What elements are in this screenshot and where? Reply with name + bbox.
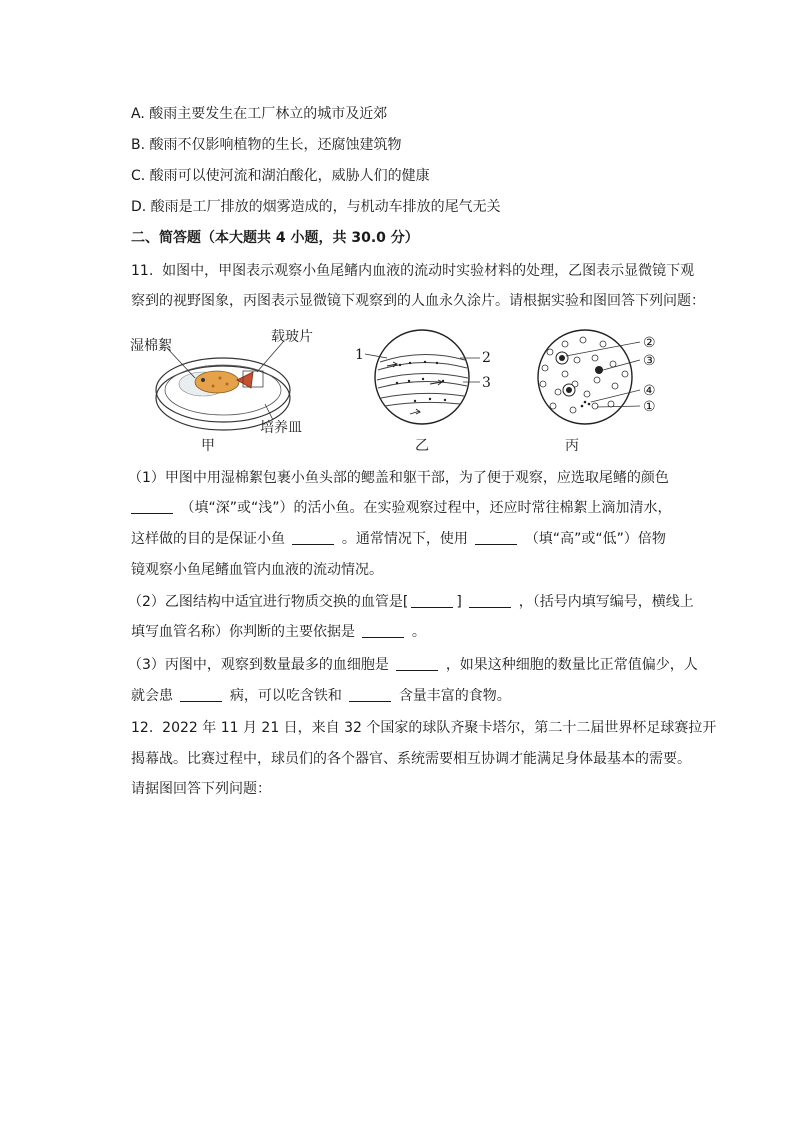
option-d: D. 酸雨是工厂排放的烟雾造成的，与机动车排放的尾气无关	[131, 199, 501, 215]
label-bing-3: ③	[643, 353, 656, 369]
q11-p2-text1b: ]	[456, 594, 462, 610]
section-title: 二、简答题（本大题共 4 小题，共 30.0 分）	[131, 230, 419, 246]
answer-blank[interactable]	[180, 687, 222, 702]
q11-p2-text1c: ，（括号内填写编号，横线上	[518, 594, 694, 610]
answer-blank[interactable]	[349, 687, 391, 702]
label-yi-3: 3	[482, 375, 491, 391]
q11-p1-text2: （填“深”或“浅”）的活小鱼。在实验观察过程中，还应时常往棉絮上滴加清水，	[180, 500, 672, 516]
label-yi-1: 1	[355, 347, 364, 363]
q11-stem-text: 如图中，甲图表示观察小鱼尾鳍内血液的流动时实验材料的处理，乙图表示显微镜下观	[162, 263, 695, 279]
figure-jia	[130, 328, 313, 454]
label-bing-4: ④	[643, 383, 656, 399]
answer-blank[interactable]	[362, 623, 404, 638]
q12-line1	[131, 718, 716, 738]
q11-stem-line2: 察到的视野图象，丙图表示显微镜下观察到的人血永久涂片。请根据实验和图回答下列问题：	[131, 293, 705, 309]
fish-icon	[179, 371, 253, 396]
q11-p1-text3b: 。通常情况下，使用	[341, 531, 468, 547]
q11-p1-line2	[131, 498, 671, 518]
answer-blank[interactable]	[475, 530, 517, 545]
caption-yi: 乙	[415, 438, 429, 454]
q11-p3-text2a: 就会患	[131, 688, 173, 704]
q11-number: 11.	[131, 263, 154, 279]
label-bing-2: ②	[643, 335, 656, 351]
option-b: B. 酸雨不仅影响植物的生长，还腐蚀建筑物	[131, 137, 402, 153]
q11-p2-text2b: 。	[411, 624, 426, 640]
label-slide: 载玻片	[271, 329, 313, 345]
q11-stem-line1	[131, 261, 694, 281]
q11-p1-line4: 镜观察小鱼尾鳍血管内血液的流动情况。	[131, 562, 383, 578]
figure-bing	[538, 330, 656, 454]
q12-number: 12.	[131, 720, 154, 736]
q11-p3-text1b: ，如果这种细胞的数量比正常值偏少，人	[445, 657, 698, 673]
q11-p3-text1a: （3）丙图中，观察到数量最多的血细胞是	[128, 657, 389, 673]
q12-line3: 请据图回答下列问题：	[131, 781, 271, 797]
q11-p1-line1: （1）甲图中用湿棉絮包裹小鱼头部的鳃盖和躯干部，为了便于观察，应选取尾鳍的颜色	[128, 470, 669, 486]
q11-p1-text3a: 这样做的目的是保证小鱼	[131, 531, 285, 547]
option-a: A. 酸雨主要发生在工厂林立的城市及近郊	[131, 106, 388, 122]
q12-line2: 揭幕战。比赛过程中，球员们的各个器官、系统需要相互协调才能满足身体最基本的需要。	[131, 751, 691, 767]
answer-blank[interactable]	[131, 499, 173, 514]
q11-p1-text3c: （填“高”或“低”）倍物	[524, 531, 666, 547]
q11-p1-line3	[131, 529, 666, 549]
q11-figure	[125, 322, 665, 456]
q11-p2-text1a: （2）乙图结构中适宜进行物质交换的血管是[	[128, 594, 409, 610]
q11-p2-line2	[131, 622, 426, 642]
label-petri-dish: 培养皿	[260, 420, 302, 436]
figure-yi	[355, 330, 491, 454]
q11-p2-text2a: 填写血管名称）你判断的主要依据是	[131, 624, 355, 640]
option-c: C. 酸雨可以使河流和湖泊酸化，威胁人们的健康	[131, 168, 430, 184]
q11-p3-text2b: 病，可以吃含铁和	[229, 688, 342, 704]
answer-blank[interactable]	[411, 593, 453, 608]
q11-p3-line1	[128, 655, 698, 675]
answer-blank[interactable]	[396, 656, 438, 671]
answer-blank[interactable]	[292, 530, 334, 545]
answer-blank[interactable]	[469, 593, 511, 608]
label-yi-2: 2	[482, 350, 491, 366]
caption-bing: 丙	[565, 438, 579, 454]
q11-p3-text2c: 含量丰富的食物。	[398, 688, 511, 704]
q12-text1: 2022 年 11 月 21 日，来自 32 个国家的球队齐聚卡塔尔，第二十二届世界杯足球赛拉开	[162, 720, 717, 736]
q11-p3-line2	[131, 686, 511, 706]
q11-p2-line1	[128, 592, 694, 612]
label-bing-1: ①	[643, 399, 656, 415]
caption-jia: 甲	[201, 438, 215, 454]
label-wet-cotton: 湿棉絮	[130, 338, 172, 354]
